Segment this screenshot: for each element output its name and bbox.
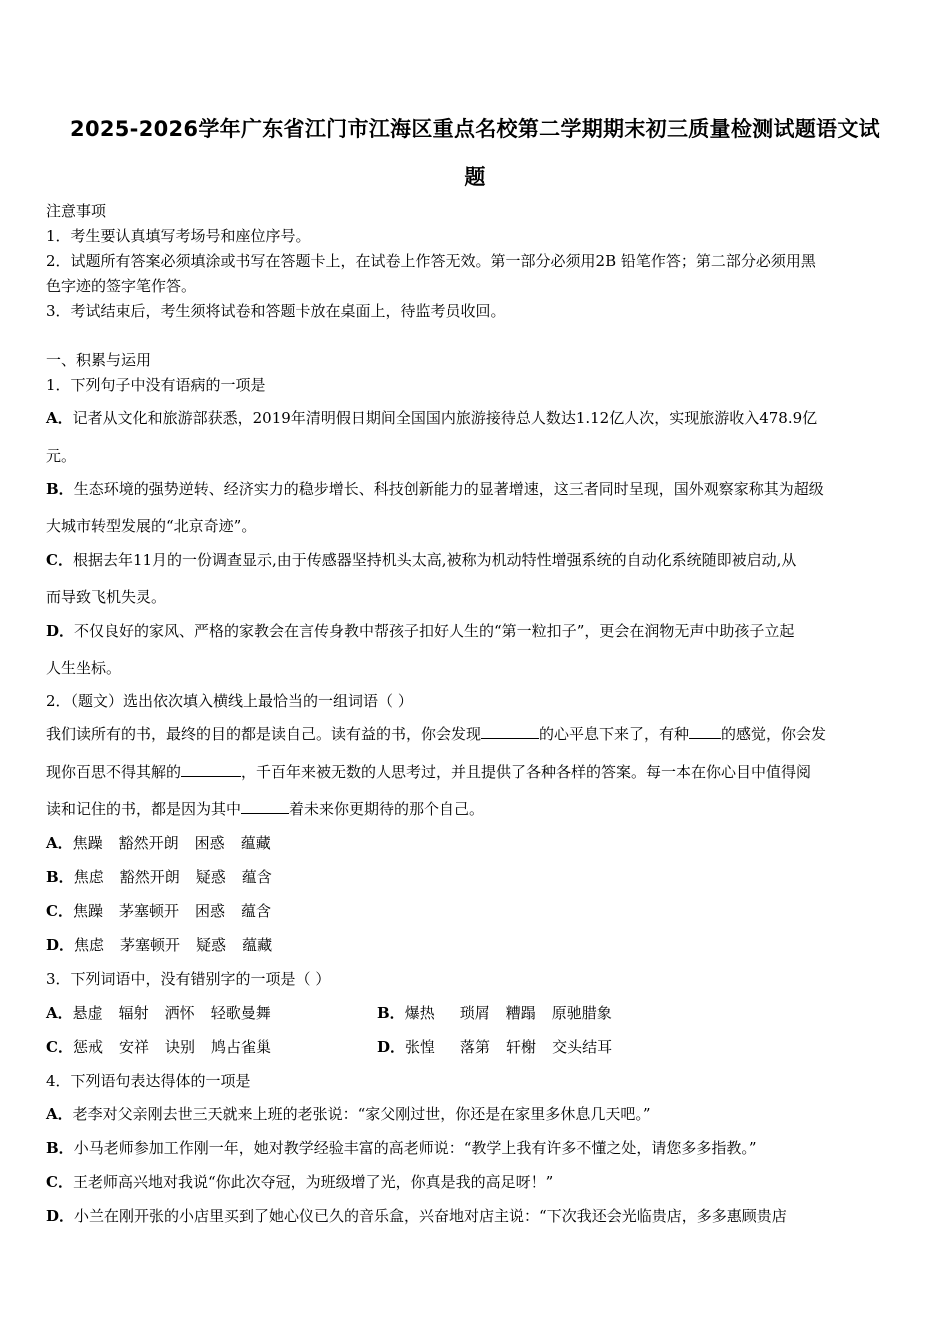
- option-word: 爆热: [404, 1004, 435, 1022]
- passage-text: 的心平息下来了，有种: [539, 725, 690, 743]
- q3-option-b: [377, 1003, 628, 1023]
- passage-text: 的感觉，你会发: [721, 725, 827, 743]
- q1-option-c-continued: 而导致飞机失灵。: [46, 588, 167, 606]
- option-text: 生态环境的强势逆转、经济实力的稳步增长、科技创新能力的显著增速，这三者同时呈现，国外观察家称其为超级: [73, 480, 824, 498]
- notice-item-1: 1．考生要认真填写考场号和座位序号。: [46, 227, 311, 245]
- notice-item-3: 3．考试结束后，考生须将试卷和答题卡放在桌面上，待监考员收回。: [46, 302, 506, 320]
- page-title: 2025-2026学年广东省江门市江海区重点名校第二学期期末初三质量检测试题语文试: [70, 117, 880, 141]
- passage-text: ，千百年来被无数的人思考过，并且提供了各种各样的答案。每一本在你心目中值得阅: [241, 763, 812, 781]
- option-label: B．: [377, 1004, 405, 1022]
- option-word: 困惑: [194, 834, 225, 852]
- option-label: B．: [46, 480, 74, 498]
- option-label: D．: [46, 1207, 75, 1225]
- q4-option-c: [46, 1172, 906, 1192]
- q4-stem: 4．下列语句表达得体的一项是: [46, 1072, 251, 1090]
- option-word: 蕴藏: [242, 936, 273, 954]
- fill-blank: [689, 724, 721, 739]
- option-text: 不仅良好的家风、严格的家教会在言传身教中帮孩子扣好人生的“第一粒扣子”，更会在润物无声中助孩子立起: [74, 622, 795, 640]
- option-word: 困惑: [194, 902, 225, 920]
- option-label: A．: [46, 409, 73, 427]
- option-word: 悬虚: [72, 1004, 103, 1022]
- q2-option-d: [46, 935, 288, 955]
- option-word: 蕴藏: [240, 834, 271, 852]
- option-label: D．: [46, 936, 75, 954]
- option-label: C．: [46, 551, 73, 569]
- option-word: 诀别: [164, 1038, 195, 1056]
- option-label: A．: [46, 1105, 73, 1123]
- q3-option-a: [46, 1003, 287, 1023]
- q2-passage-line-3: [46, 799, 906, 819]
- option-word: 疑惑: [196, 936, 227, 954]
- q1-option-a-continued: 元。: [46, 447, 77, 465]
- option-label: B．: [46, 868, 74, 886]
- option-word: 豁然开朗: [118, 834, 179, 852]
- option-label: B．: [46, 1139, 74, 1157]
- notice-heading: 注意事项: [46, 202, 107, 220]
- option-text: 小兰在刚开张的小店里买到了她心仪已久的音乐盒，兴奋地对店主说：“下次我还会光临贵店，多多惠顾贵店: [74, 1207, 787, 1225]
- page-title-continued: 题: [464, 165, 486, 189]
- option-word: 鸠占雀巢: [211, 1038, 272, 1056]
- q2-option-c: [46, 901, 287, 921]
- option-word: 原驰腊象: [551, 1004, 612, 1022]
- option-text: 小马老师参加工作刚一年，她对教学经验丰富的高老师说：“教学上我有许多不懂之处，请您多多指教。”: [73, 1139, 757, 1157]
- fill-blank: [241, 799, 289, 814]
- option-word: 张惶: [405, 1038, 436, 1056]
- option-word: 交头结耳: [552, 1038, 613, 1056]
- option-text: 记者从文化和旅游部获悉，2019年清明假日期间全国国内旅游接待总人数达1.12亿人次，实现旅游收入478.9亿: [72, 409, 818, 427]
- option-word: 疑惑: [195, 868, 226, 886]
- option-word: 辐射: [118, 1004, 149, 1022]
- q2-stem: 2．（题文）选出依次填入横线上最恰当的一组词语（ ）: [46, 692, 413, 710]
- option-word: 轻歌曼舞: [210, 1004, 271, 1022]
- q4-option-a: [46, 1104, 906, 1124]
- option-text: 王老师高兴地对我说“你此次夺冠，为班级增了光，你真是我的高足呀！”: [72, 1173, 554, 1191]
- q1-stem: 1．下列句子中没有语病的一项是: [46, 376, 266, 394]
- fill-blank: [481, 724, 539, 739]
- q2-passage-line-2: [46, 762, 906, 782]
- option-word: 茅塞顿开: [120, 936, 181, 954]
- q1-option-a: [46, 408, 906, 428]
- option-word: 琐屑: [459, 1004, 490, 1022]
- option-word: 焦虑: [73, 868, 104, 886]
- passage-text: 我们读所有的书，最终的目的都是读自己。读有益的书，你会发现: [46, 725, 482, 743]
- q1-option-c: [46, 550, 906, 570]
- option-word: 焦躁: [72, 834, 103, 852]
- option-word: 惩戒: [72, 1038, 103, 1056]
- option-label: D．: [377, 1038, 406, 1056]
- option-word: 焦虑: [74, 936, 105, 954]
- option-text: 根据去年11月的一份调查显示,由于传感器坚持机头太高,被称为机动特性增强系统的自动化系统随即被启动,从: [72, 551, 797, 569]
- passage-text: 着未来你更期待的那个自己。: [289, 800, 485, 818]
- section-heading: 一、积累与运用: [46, 351, 152, 369]
- q2-option-b: [46, 867, 288, 887]
- option-word: 豁然开朗: [119, 868, 180, 886]
- option-label: C．: [46, 1038, 73, 1056]
- option-word: 安祥: [118, 1038, 149, 1056]
- q1-option-b-continued: 大城市转型发展的“北京奇迹”。: [46, 517, 257, 535]
- q4-option-d: [46, 1206, 906, 1226]
- option-word: 轩榭: [506, 1038, 537, 1056]
- q4-option-b: [46, 1138, 906, 1158]
- option-word: 蕴含: [241, 868, 272, 886]
- fill-blank: [181, 762, 241, 777]
- option-label: A．: [46, 834, 73, 852]
- option-word: 茅塞顿开: [118, 902, 179, 920]
- option-label: C．: [46, 902, 73, 920]
- option-label: D．: [46, 622, 75, 640]
- q1-option-d: [46, 621, 906, 641]
- option-word: 落第: [460, 1038, 491, 1056]
- passage-text: 现你百思不得其解的: [46, 763, 182, 781]
- option-word: 焦躁: [72, 902, 103, 920]
- q3-option-d: [377, 1037, 628, 1057]
- option-word: 洒怀: [164, 1004, 195, 1022]
- notice-item-2-continued: 色字迹的签字笔作答。: [46, 277, 197, 295]
- passage-text: 读和记住的书，都是因为其中: [46, 800, 242, 818]
- q3-stem: 3．下列词语中，没有错别字的一项是（ ）: [46, 970, 331, 988]
- option-label: A．: [46, 1004, 73, 1022]
- q2-passage-line-1: [46, 724, 906, 744]
- option-word: 蕴含: [241, 902, 272, 920]
- option-word: 糟蹋: [505, 1004, 536, 1022]
- option-label: C．: [46, 1173, 73, 1191]
- q3-option-c: [46, 1037, 287, 1057]
- q2-option-a: [46, 833, 287, 853]
- option-text: 老李对父亲刚去世三天就来上班的老张说：“家父刚过世，你还是在家里多休息几天吧。”: [72, 1105, 651, 1123]
- notice-item-2: 2．试题所有答案必须填涂或书写在答题卡上，在试卷上作答无效。第一部分必须用2B 铅笔作答；第二部分必须用黑: [46, 252, 816, 270]
- q1-option-d-continued: 人生坐标。: [46, 659, 122, 677]
- q1-option-b: [46, 479, 906, 499]
